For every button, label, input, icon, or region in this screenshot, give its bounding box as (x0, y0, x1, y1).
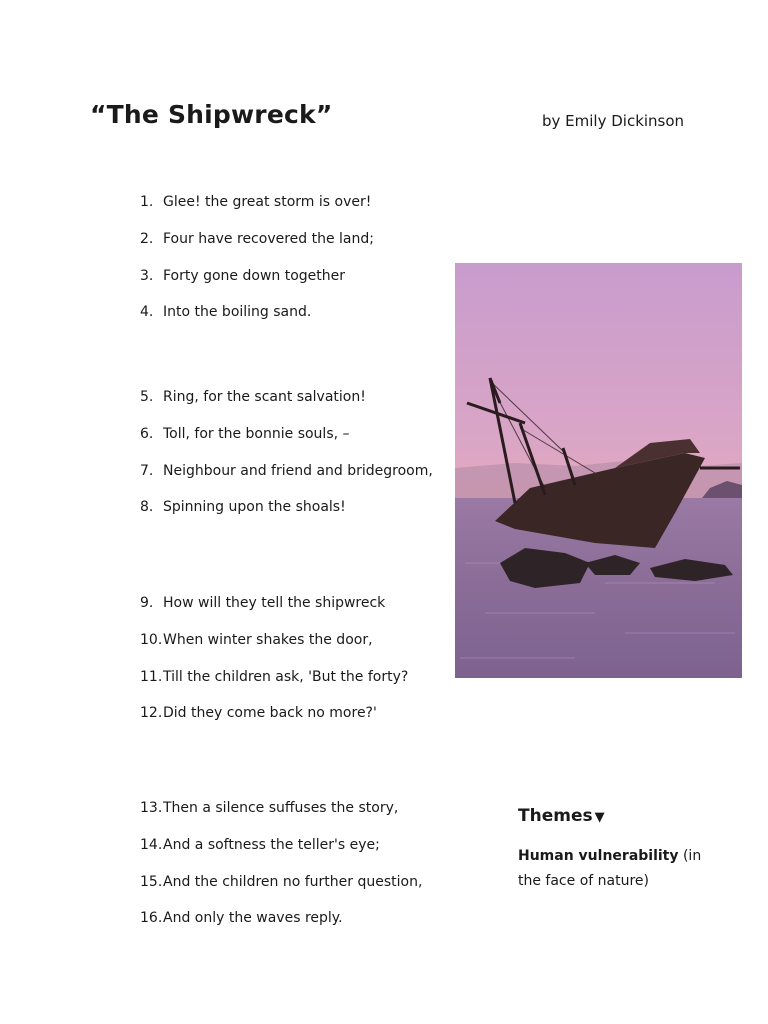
poem-line (140, 462, 433, 499)
line-number: 16. (140, 910, 163, 927)
shipwreck-photo (455, 263, 742, 678)
line-number: 2. (140, 230, 154, 247)
line-text: Spinning upon the shoals! (163, 499, 346, 516)
line-text: Neighbour and friend and bridegroom, (163, 462, 433, 479)
triangle-down-icon: ▼ (594, 810, 605, 825)
poem-line (140, 836, 422, 873)
line-text: When winter shakes the door, (163, 631, 373, 648)
line-number: 13. (140, 800, 163, 816)
line-text: Did they come back no more?' (163, 705, 377, 722)
line-text: And the children no further question, (163, 873, 423, 890)
line-number: 14. (140, 836, 163, 853)
line-number: 12. (140, 705, 163, 722)
line-number: 1. (140, 194, 154, 210)
poem-line (140, 873, 422, 910)
line-number: 15. (140, 873, 163, 890)
stanza-4 (140, 799, 422, 946)
poem-line (140, 425, 433, 462)
line-number: 8. (140, 499, 154, 516)
poem-line (140, 230, 374, 267)
line-number: 11. (140, 668, 163, 685)
line-number: 4. (140, 304, 154, 321)
poem-line (140, 303, 374, 340)
poem-line (140, 193, 374, 230)
line-text: And only the waves reply. (163, 910, 343, 927)
line-number: 5. (140, 389, 154, 405)
poem-line (140, 631, 408, 668)
poem-line (140, 267, 374, 304)
poem-line (140, 594, 408, 631)
line-number: 6. (140, 425, 154, 442)
line-text: And a softness the teller's eye; (163, 836, 380, 853)
poem-title: “The Shipwreck” (90, 100, 333, 129)
poem-line (140, 668, 408, 705)
stanza-3 (140, 594, 408, 741)
themes-heading-label: Themes (518, 806, 593, 826)
line-number: 7. (140, 462, 154, 479)
line-text: How will they tell the shipwreck (163, 595, 386, 611)
line-number: 10. (140, 631, 163, 648)
line-text: Then a silence suffuses the story, (163, 800, 399, 816)
poem-line (140, 799, 422, 836)
stanza-2 (140, 388, 433, 535)
poem-line (140, 704, 408, 741)
line-text: Till the children ask, 'But the forty? (163, 668, 409, 685)
poem-line (140, 909, 422, 946)
poem-author: by Emily Dickinson (542, 112, 685, 130)
line-number: 9. (140, 595, 154, 611)
line-text: Glee! the great storm is over! (163, 194, 372, 210)
theme-name: Human vulnerability (518, 848, 679, 864)
poem-line (140, 498, 433, 535)
line-text: Forty gone down together (163, 267, 345, 284)
theme-detail: (in the face of nature) (518, 848, 702, 889)
poem-line (140, 388, 433, 425)
themes-heading (518, 806, 605, 826)
line-text: Ring, for the scant salvation! (163, 389, 366, 405)
line-text: Toll, for the bonnie souls, – (163, 425, 350, 442)
stanza-1 (140, 193, 374, 340)
theme-description (518, 844, 718, 894)
line-text: Four have recovered the land; (163, 230, 374, 247)
line-text: Into the boiling sand. (163, 304, 312, 321)
line-number: 3. (140, 267, 154, 284)
